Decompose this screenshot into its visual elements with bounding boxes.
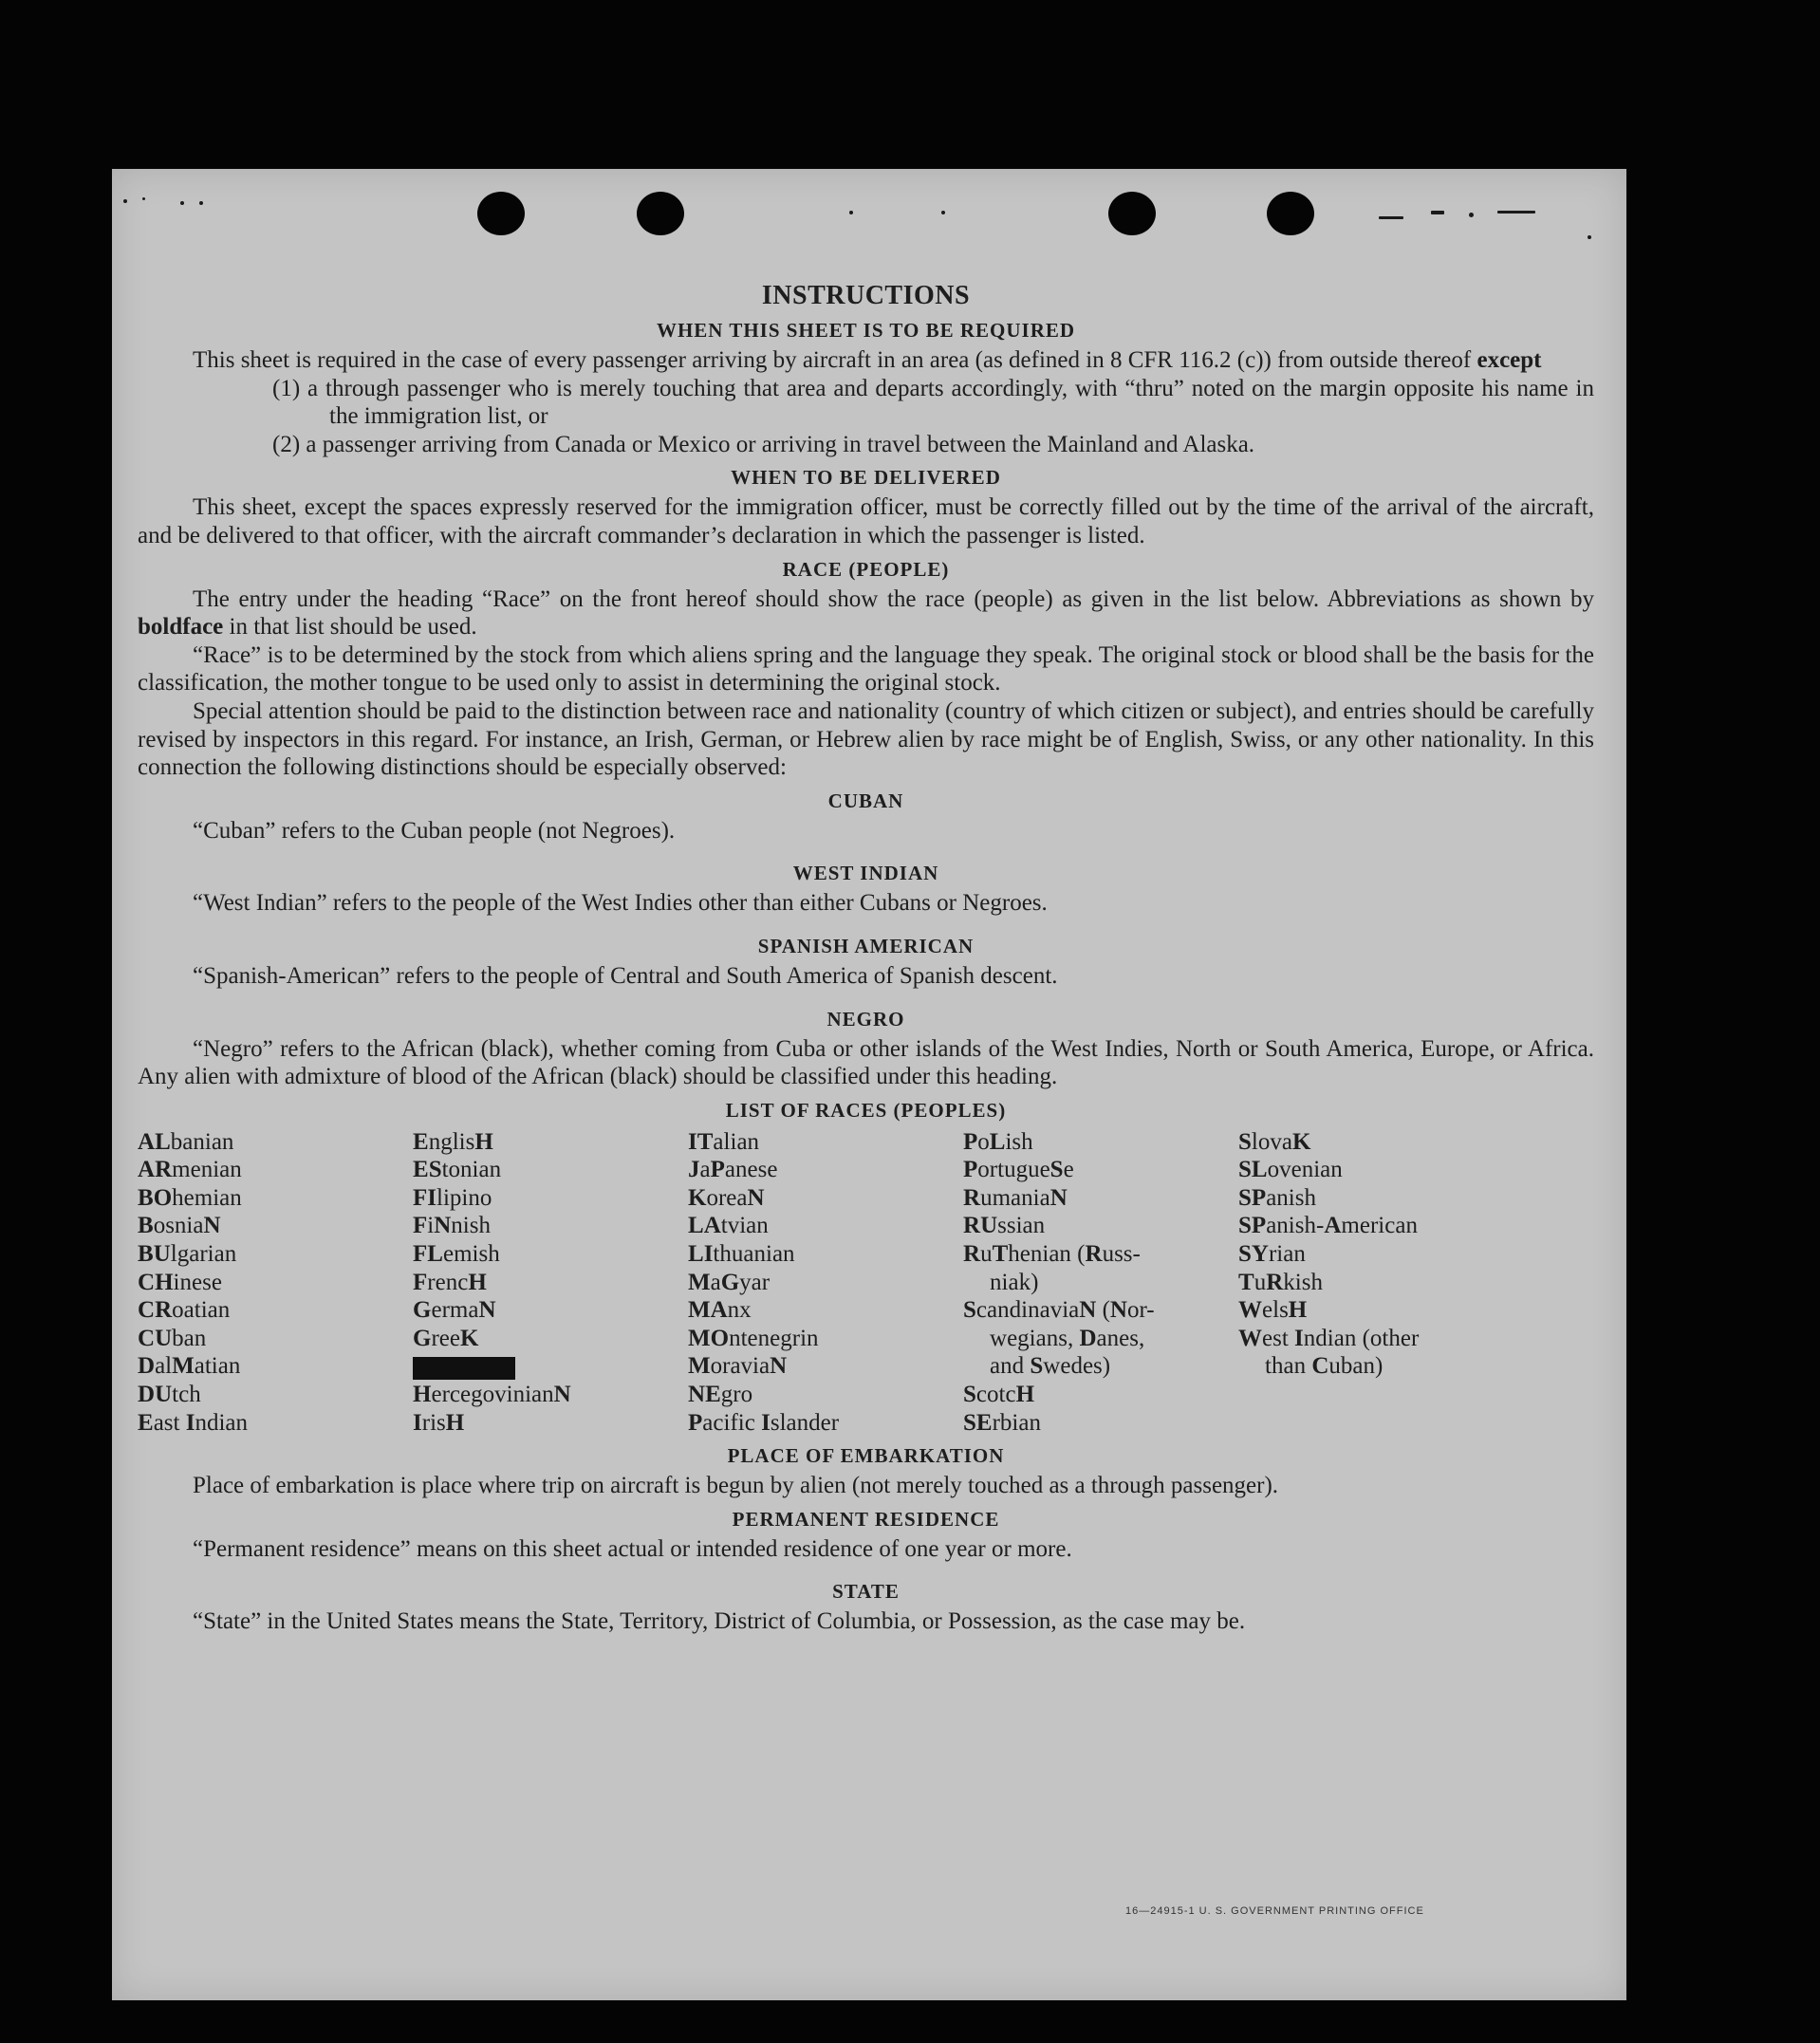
section-heading: RACE (PEOPLE) [782,557,950,581]
race-entry: HercegovinianN [413,1382,571,1408]
race-entry: MaGyar [688,1269,771,1295]
paragraph: “Race” is to be determined by the stock from which aliens spring and the language they speak. The original stock or blood shall be the basis for the classification, the mother tongue to be used only to assist in determining the original stock. [138,641,1594,696]
instructions-content [138,281,1594,1636]
section-heading: WEST INDIAN [792,862,939,885]
race-entry: SPanish-American [1238,1213,1418,1239]
race-entry: CRoatian [138,1297,231,1324]
race-entry: CUban [138,1325,207,1351]
section-heading: CUBAN [827,789,904,812]
race-entry: RumaniaN [963,1184,1068,1211]
race-entry: EStonian [413,1157,502,1183]
race-entry: BosniaN [138,1213,221,1239]
paragraph: This sheet, except the spaces expressly reserved for the immigration officer, must be correctly filled out by the time of the arrival of the aircraft, and be delivered to that officer, with the aircraft commander’s declaration in which the passenger is listed. [138,494,1594,548]
race-entry: FiNnish [413,1213,491,1239]
section-heading: WHEN TO BE DELIVERED [731,466,1001,490]
speck [123,199,127,203]
paragraph [138,346,1594,375]
race-entry: MoraviaN [688,1353,788,1380]
section-heading: LIST OF RACES (PEOPLES) [725,1098,1007,1122]
race-entry: SLovenian [1238,1157,1343,1183]
paragraph [138,585,1594,641]
section-heading: PLACE OF EMBARKATION [727,1444,1005,1468]
list-item: (2) a passenger arriving from Canada or Mexico or arriving in travel between the Mainland and Alaska. [272,431,1255,457]
race-entry: ScandinaviaN (Nor- [963,1297,1155,1324]
redaction-mark [413,1357,515,1380]
race-entry: NEgro [688,1382,753,1408]
punch-hole [1108,192,1156,235]
speck [1431,211,1444,214]
race-entry: RuThenian (Russ- [963,1241,1141,1268]
race-entry: ARmenian [138,1157,242,1183]
race-entry: ITalian [688,1128,760,1155]
race-entry: GreeK [413,1325,479,1351]
speck [199,201,203,205]
race-entry: IrisH [413,1409,465,1436]
text: in that list should be used. [223,614,477,641]
race-entry: ScotcH [963,1382,1035,1408]
race-entry: FIlipino [413,1184,492,1211]
race-entry: WelsH [1238,1297,1308,1324]
paragraph: “Permanent residence” means on this sheet actual or intended residence of one year or more. [193,1535,1072,1562]
page-title: INSTRUCTIONS [761,281,971,310]
race-entry: RUssian [963,1213,1046,1239]
speck [1588,235,1591,239]
race-entry: BOhemian [138,1184,242,1211]
speck [1379,216,1403,219]
race-entry: Pacific Islander [688,1409,840,1436]
paragraph: “Spanish-American” refers to the people of Central and South America of Spanish descent. [193,962,1058,989]
text: This sheet is required in the case of every passenger arriving by aircraft in an area (as defined in 8 CFR 116.2 (c)) from outside thereof [193,347,1477,373]
race-entry: than Cuban) [1265,1353,1384,1380]
paragraph: “State” in the United States means the State, Territory, District of Columbia, or Possession, as the case may be. [193,1608,1246,1635]
speck [1469,213,1474,217]
bold-text: except [1476,347,1542,373]
race-column [1238,1128,1514,1438]
race-entry: CHinese [138,1269,222,1295]
text: The entry under the heading “Race” on the front hereof should show the race (people) as given in the list below. Abbreviations as shown by [193,585,1594,612]
race-entry: MOntenegrin [688,1325,819,1351]
paragraph: “West Indian” refers to the people of the West Indies other than either Cubans or Negroes. [193,890,1048,917]
race-entry: DUtch [138,1382,201,1408]
punch-hole [637,192,684,235]
race-entry: FLemish [413,1241,500,1268]
section-heading: WHEN THIS SHEET IS TO BE REQUIRED [656,319,1076,342]
race-entry: LAtvian [688,1213,769,1239]
race-entry: BUlgarian [138,1241,237,1268]
race-entry [413,1352,688,1381]
paragraph: “Negro” refers to the African (black), whether coming from Cuba or other islands of the West Indies, North or South America, Europe, or Africa. Any alien with admixture of blood of the African (black) should be classified under this heading. [138,1035,1594,1090]
speck [180,201,184,205]
race-entry: SErbian [963,1409,1041,1436]
race-column [413,1128,688,1438]
bold-text: boldface [138,614,224,641]
race-entry: East Indian [138,1409,249,1436]
document-page [112,169,1626,2000]
race-entry: DalMatian [138,1353,241,1380]
speck [849,211,853,214]
speck [1497,211,1535,214]
paragraph: Special attention should be paid to the distinction between race and nationality (country of which citizen or subject), and entries should be carefully revised by inspectors in this regard. For instance, an Irish, German, or Hebrew alien by race might be of English, Swiss, or any other nationality. In this connection the following distinctions should be especially observed: [138,697,1594,781]
speck [142,197,145,200]
section-heading: NEGRO [826,1007,905,1031]
list-item: (1) a through passenger who is merely touching that area and departs accordingly, with “thru” noted on the margin opposite his name in the immigration list, or [272,375,1594,430]
punch-hole [477,192,525,235]
section-heading: STATE [832,1580,900,1604]
section-heading: SPANISH AMERICAN [757,934,975,957]
race-column [963,1128,1238,1438]
speck [941,211,945,214]
race-entry: West Indian (other [1238,1325,1420,1351]
race-entry: SlovaK [1238,1128,1311,1155]
race-entry: LIthuanian [688,1241,795,1268]
race-column [688,1128,963,1438]
race-entry: PoLish [963,1128,1033,1155]
race-entry: PortugueSe [963,1157,1074,1183]
paragraph: Place of embarkation is place where trip on aircraft is begun by alien (not merely touched as a through passenger). [193,1473,1279,1499]
race-entry: SPanish [1238,1184,1316,1211]
race-entry: GermaN [413,1297,496,1324]
race-list [138,1128,1594,1438]
race-entry: SYrian [1238,1241,1306,1268]
race-column [138,1128,413,1438]
race-entry: TuRkish [1238,1269,1323,1295]
race-entry: KoreaN [688,1184,765,1211]
race-entry: FrencH [413,1269,487,1295]
race-entry: EnglisH [413,1128,493,1155]
printer-imprint: 16—24915-1 U. S. GOVERNMENT PRINTING OFFICE [1125,1905,1424,1917]
punch-hole [1267,192,1314,235]
race-entry: wegians, Danes, [990,1325,1145,1351]
section-heading: PERMANENT RESIDENCE [732,1507,1000,1531]
race-entry: JaPanese [688,1157,778,1183]
paragraph: “Cuban” refers to the Cuban people (not Negroes). [193,817,676,844]
race-entry: niak) [990,1269,1039,1295]
race-entry: MAnx [688,1297,752,1324]
race-entry: and Swedes) [990,1353,1111,1380]
race-entry: ALbanian [138,1128,234,1155]
